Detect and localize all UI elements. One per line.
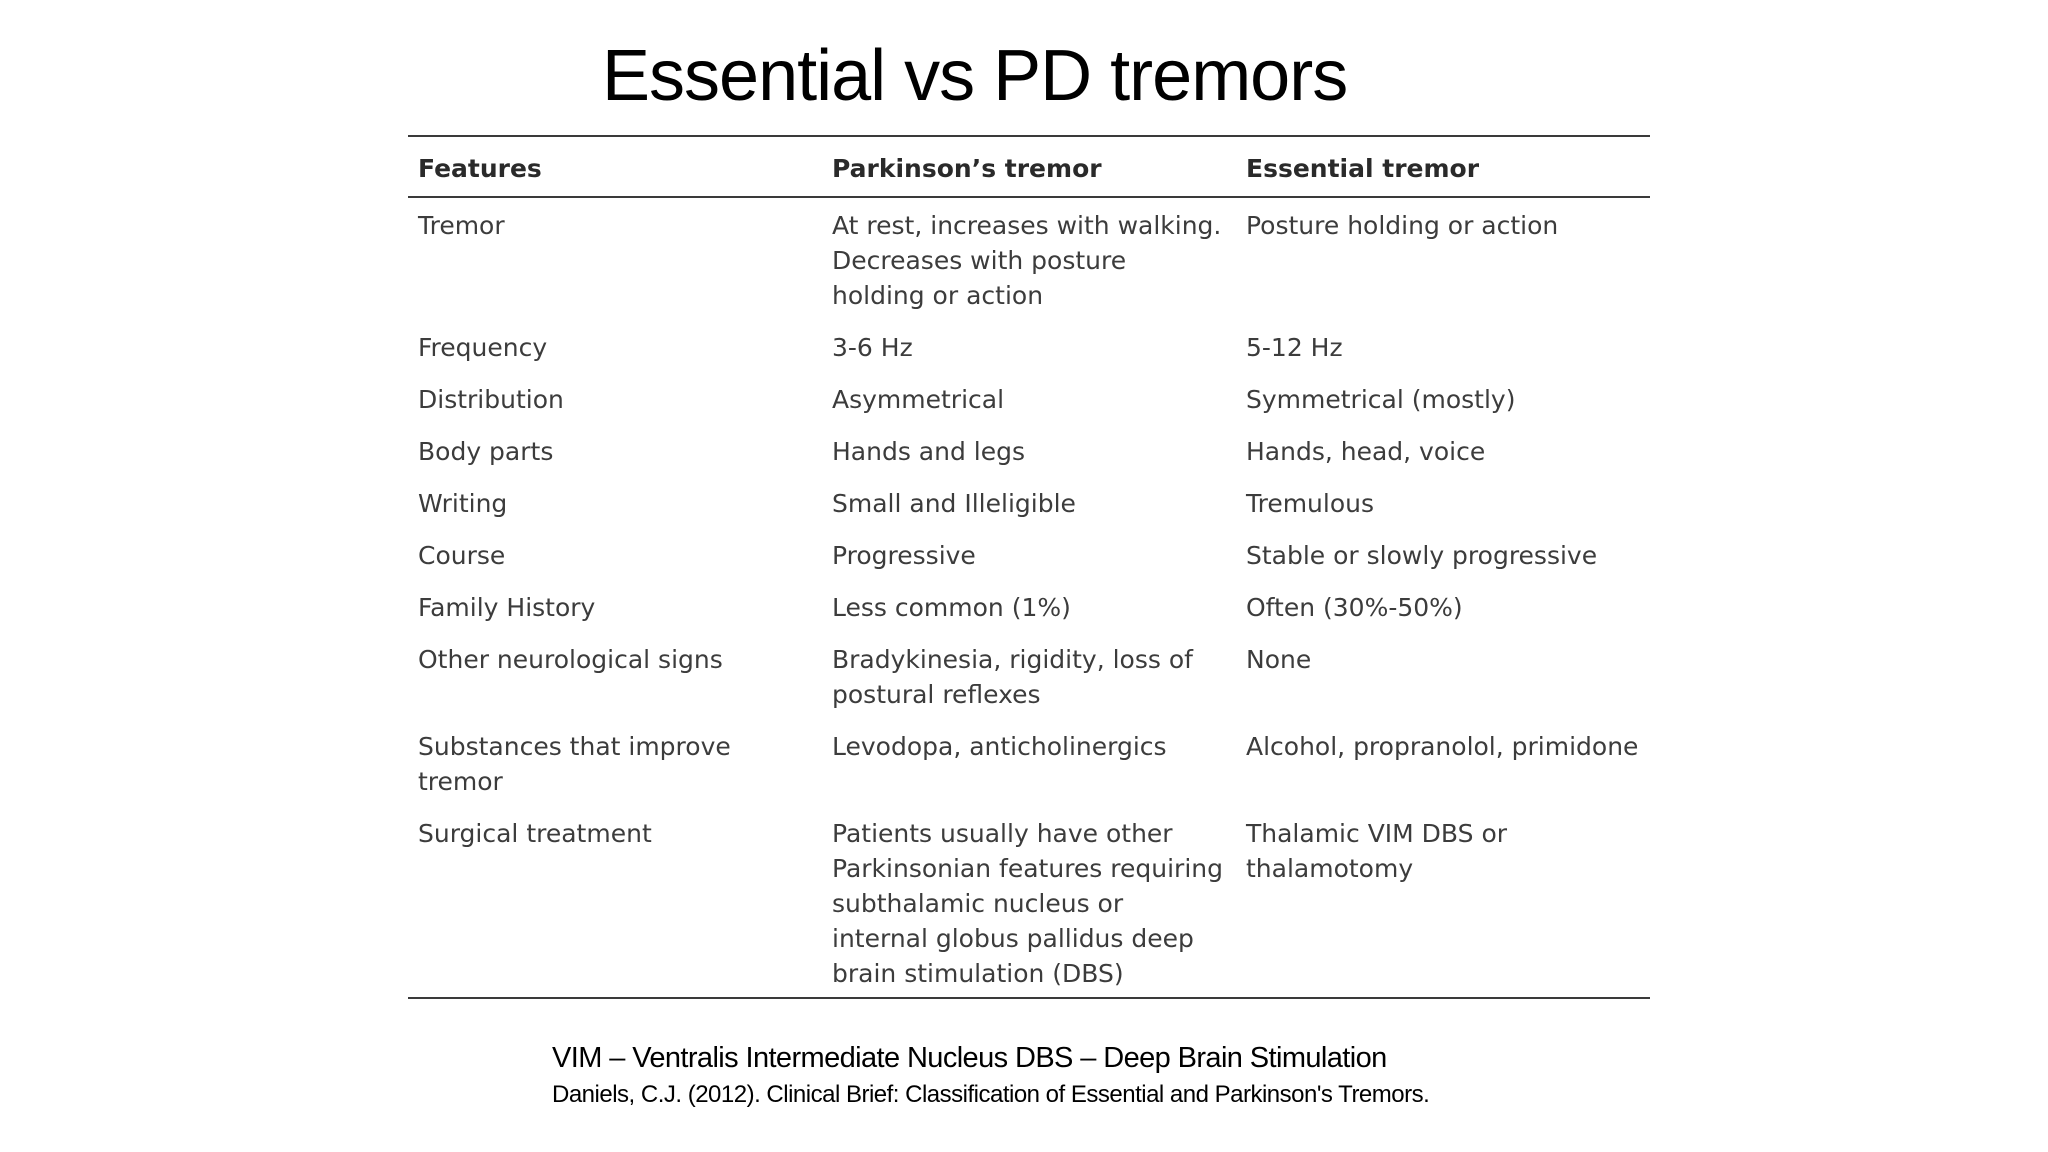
essential-cell: Hands, head, voice <box>1246 437 1486 466</box>
comparison-table-container <box>408 135 1650 999</box>
feature-cell: Family History <box>418 593 596 622</box>
feature-cell: Other neurological signs <box>418 645 723 674</box>
table-row <box>408 799 1650 998</box>
header-features: Features <box>418 154 542 183</box>
essential-cell: None <box>1246 645 1312 674</box>
parkinsons-cell: Bradykinesia, rigidity, loss of postural reflexes <box>832 645 1193 709</box>
feature-cell: Course <box>418 541 506 570</box>
parkinsons-cell: Levodopa, anticholinergics <box>832 732 1167 761</box>
slide-title: Essential vs PD tremors <box>602 36 1348 116</box>
abbreviation-footnote: VIM – Ventralis Intermediate Nucleus DBS – Deep Brain Stimulation <box>552 1042 1387 1074</box>
table-row <box>408 417 1650 469</box>
parkinsons-cell: Patients usually have other Parkinsonian features requiring subthalamic nucleus or internal globus pallidus deep brain stimulation (DBS) <box>832 819 1223 988</box>
feature-cell: Tremor <box>418 211 505 240</box>
essential-cell: Posture holding or action <box>1246 211 1559 240</box>
header-parkinsons-tremor: Parkinson’s tremor <box>832 154 1102 183</box>
feature-cell: Writing <box>418 489 508 518</box>
feature-cell: Body parts <box>418 437 554 466</box>
citation: Daniels, C.J. (2012). Clinical Brief: Classification of Essential and Parkinson's Tremors. <box>552 1081 1430 1108</box>
parkinsons-cell: Small and Illeligible <box>832 489 1076 518</box>
essential-cell: 5-12 Hz <box>1246 333 1343 362</box>
essential-cell: Stable or slowly progressive <box>1246 541 1598 570</box>
header-essential-tremor: Essential tremor <box>1246 154 1480 183</box>
essential-cell: Tremulous <box>1246 489 1375 518</box>
table-row <box>408 521 1650 573</box>
essential-cell: Symmetrical (mostly) <box>1246 385 1516 414</box>
essential-cell: Often (30%-50%) <box>1246 593 1463 622</box>
essential-cell: Thalamic VIM DBS or thalamotomy <box>1246 819 1508 883</box>
table-row <box>408 712 1650 799</box>
table-row <box>408 625 1650 712</box>
parkinsons-cell: 3-6 Hz <box>832 333 913 362</box>
feature-cell: Distribution <box>418 385 564 414</box>
table-row <box>408 573 1650 625</box>
table-row <box>408 197 1650 313</box>
parkinsons-cell: At rest, increases with walking. Decreases with posture holding or action <box>832 211 1222 310</box>
feature-cell: Substances that improve tremor <box>418 732 731 796</box>
table-row <box>408 469 1650 521</box>
comparison-table <box>408 135 1650 999</box>
parkinsons-cell: Hands and legs <box>832 437 1026 466</box>
essential-cell: Alcohol, propranolol, primidone <box>1246 732 1639 761</box>
table-row <box>408 313 1650 365</box>
parkinsons-cell: Progressive <box>832 541 976 570</box>
parkinsons-cell: Less common (1%) <box>832 593 1071 622</box>
parkinsons-cell: Asymmetrical <box>832 385 1005 414</box>
feature-cell: Frequency <box>418 333 548 362</box>
feature-cell: Surgical treatment <box>418 819 652 848</box>
table-row <box>408 365 1650 417</box>
table-header-row <box>408 136 1650 197</box>
